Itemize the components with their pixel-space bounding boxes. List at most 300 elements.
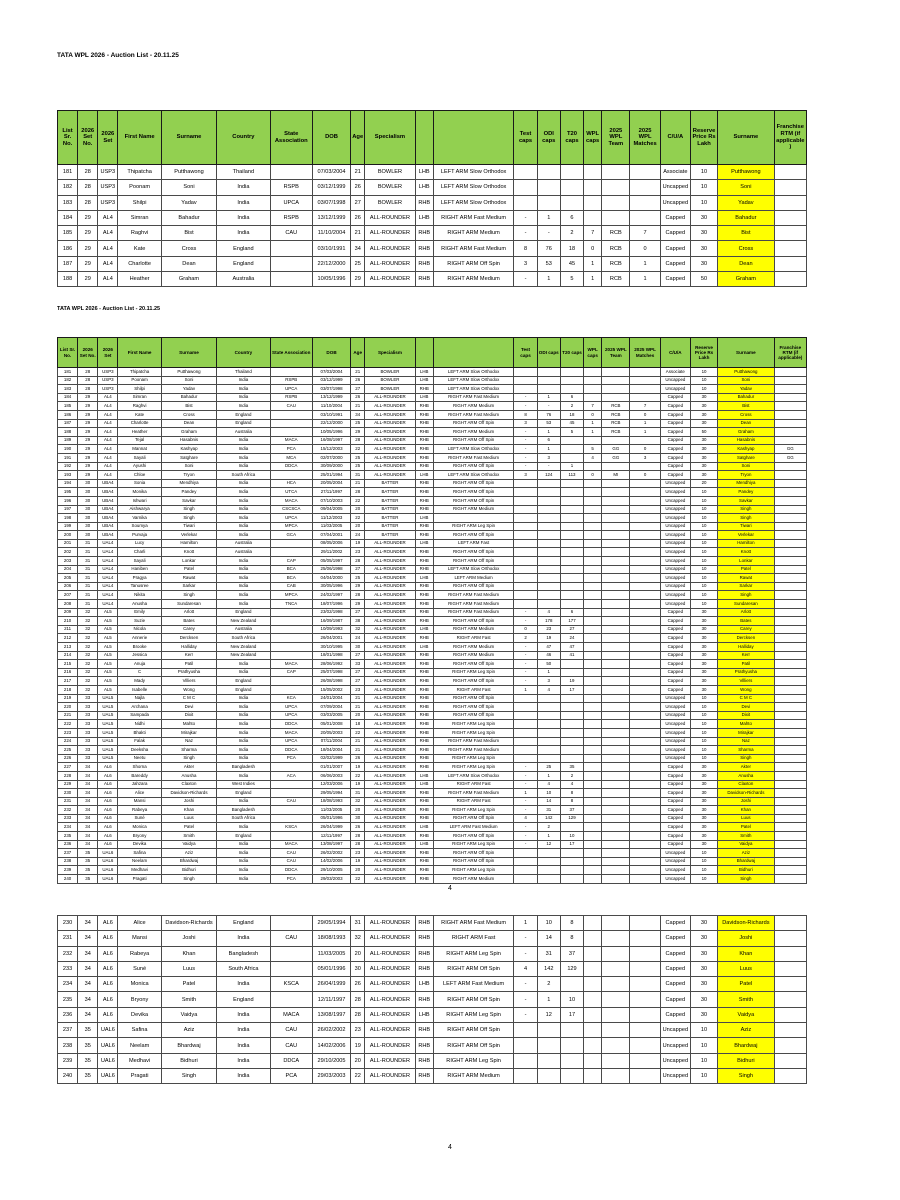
cell: - xyxy=(514,651,537,660)
cell: RHB xyxy=(415,241,433,256)
cell: 20/05/2004 xyxy=(312,479,350,488)
cell xyxy=(560,1053,583,1068)
column-header xyxy=(415,111,433,165)
cell: Dean xyxy=(161,256,216,271)
cell: 1 xyxy=(584,272,602,287)
cell: LEFT ARM Slow Orthodox xyxy=(433,771,514,780)
cell: ALL-ROUNDER xyxy=(365,471,415,480)
cell: PCA xyxy=(270,754,312,763)
cell: India xyxy=(217,445,270,454)
cell: RIGHT ARM Fast Medium xyxy=(433,916,514,931)
cell: Naz xyxy=(161,737,216,746)
cell: Khan xyxy=(161,946,216,961)
cell: RHB xyxy=(415,660,433,669)
cell: ALL-ROUNDER xyxy=(365,419,415,428)
cell: Uncapped xyxy=(660,703,690,712)
cell: ALL-ROUNDER xyxy=(365,453,415,462)
column-header: Reserve Price Rs Lakh xyxy=(690,111,717,165)
cell xyxy=(602,711,630,720)
cell: 10 xyxy=(690,737,717,746)
cell: Mahto xyxy=(161,720,216,729)
cell xyxy=(630,849,660,858)
cell: 34 xyxy=(78,832,98,841)
player-row xyxy=(58,866,807,875)
cell: 3 xyxy=(630,453,660,462)
cell: 27 xyxy=(351,608,365,617)
surname-highlight-cell: Sundaresan xyxy=(718,600,774,609)
cell: 214 xyxy=(58,651,78,660)
cell xyxy=(584,866,602,875)
cell: RIGHT ARM Off Spin xyxy=(433,703,514,712)
cell: Capped xyxy=(660,685,690,694)
cell: 13/08/1997 xyxy=(312,840,350,849)
surname-highlight-cell: Cross xyxy=(718,410,774,419)
cell xyxy=(560,574,583,583)
cell: Uncapped xyxy=(660,754,690,763)
document-title-repeat: TATA WPL 2026 - Auction List - 20.11.25 xyxy=(57,306,161,312)
column-header: List Sr. No. xyxy=(58,111,78,165)
column-header: 2025 WPL Team xyxy=(602,338,630,368)
cell xyxy=(584,617,602,626)
cell: - xyxy=(514,402,537,411)
cell: Capped xyxy=(660,931,690,946)
cell: 10/05/1996 xyxy=(312,272,350,287)
cell: 29 xyxy=(78,419,98,428)
cell xyxy=(630,625,660,634)
cell xyxy=(774,720,806,729)
column-header: State Association xyxy=(270,111,312,165)
cell: 29 xyxy=(78,428,98,437)
cell xyxy=(584,436,602,445)
cell: - xyxy=(514,436,537,445)
cell: England xyxy=(217,789,270,798)
cell xyxy=(560,453,583,462)
cell: 28 xyxy=(78,195,98,210)
cell: Uncapped xyxy=(660,694,690,703)
cell: RIGHT ARM Fast xyxy=(433,634,514,643)
cell: India xyxy=(217,496,270,505)
cell: ALL-ROUNDER xyxy=(365,746,415,755)
cell xyxy=(270,617,312,626)
cell: BOWLER xyxy=(365,180,415,195)
cell: UAL6 xyxy=(98,1038,118,1053)
cell: 1 xyxy=(630,272,660,287)
cell xyxy=(584,720,602,729)
player-row xyxy=(58,857,807,866)
cell: 13/12/1999 xyxy=(312,393,350,402)
cell: AL4 xyxy=(98,453,118,462)
cell xyxy=(560,479,583,488)
cell xyxy=(630,574,660,583)
cell: 34 xyxy=(78,977,98,992)
cell: Hamilton xyxy=(161,539,216,548)
cell: 30 xyxy=(351,643,365,652)
cell: 21 xyxy=(351,737,365,746)
cell: - xyxy=(514,210,537,225)
cell: 4 xyxy=(537,685,560,694)
cell: RIGHT ARM Medium xyxy=(433,428,514,437)
cell: 28 xyxy=(351,488,365,497)
cell xyxy=(602,195,630,210)
cell: 22/12/2000 xyxy=(312,256,350,271)
cell: MACA xyxy=(270,840,312,849)
cell: RIGHT ARM Leg Spin xyxy=(433,522,514,531)
cell: Vaidya xyxy=(161,840,216,849)
cell: RHB xyxy=(415,737,433,746)
cell: Bangladesh xyxy=(217,806,270,815)
cell: USP3 xyxy=(98,195,118,210)
cell: 187 xyxy=(58,256,78,271)
player-row xyxy=(58,368,807,377)
cell: 30 xyxy=(690,410,717,419)
cell: ALL-ROUNDER xyxy=(365,1023,415,1038)
cell: RIGHT ARM Fast Medium xyxy=(433,737,514,746)
cell xyxy=(774,256,806,271)
cell: India xyxy=(217,462,270,471)
cell: Uncapped xyxy=(660,574,690,583)
cell xyxy=(602,462,630,471)
cell xyxy=(774,746,806,755)
cell xyxy=(774,617,806,626)
player-row xyxy=(58,617,807,626)
cell: 35 xyxy=(78,849,98,858)
cell xyxy=(774,210,806,225)
cell: AL4 xyxy=(98,436,118,445)
cell: AL6 xyxy=(98,840,118,849)
cell: Anusha xyxy=(118,600,161,609)
cell xyxy=(630,789,660,798)
cell: 26/08/1998 xyxy=(312,677,350,686)
column-header: Specialism xyxy=(365,111,415,165)
cell: RCB xyxy=(602,256,630,271)
cell: Aziz xyxy=(161,1023,216,1038)
cell: RIGHT ARM Leg Spin xyxy=(433,763,514,772)
cell xyxy=(774,916,806,931)
cell: BATTER xyxy=(365,514,415,523)
cell: 23 xyxy=(351,1023,365,1038)
cell: 30 xyxy=(690,419,717,428)
cell: 18 xyxy=(351,720,365,729)
cell xyxy=(270,608,312,617)
cell: 14/02/2006 xyxy=(312,1038,350,1053)
cell: Uncapped xyxy=(660,591,690,600)
cell: 32 xyxy=(78,608,98,617)
cell: West Indies xyxy=(217,780,270,789)
cell xyxy=(584,195,602,210)
cell: 3 xyxy=(514,256,537,271)
cell: ALL-ROUNDER xyxy=(365,797,415,806)
cell: ALL-ROUNDER xyxy=(365,565,415,574)
cell: 30 xyxy=(690,823,717,832)
cell xyxy=(270,625,312,634)
cell: RHB xyxy=(415,1068,433,1083)
cell: 190 xyxy=(58,445,78,454)
cell: RHB xyxy=(415,789,433,798)
cell: Mannat xyxy=(118,445,161,454)
player-row xyxy=(58,789,807,798)
surname-highlight-cell: Patel xyxy=(718,565,774,574)
surname-highlight-cell: Putthawong xyxy=(718,368,774,377)
cell: ALL-ROUNDER xyxy=(365,582,415,591)
cell xyxy=(514,703,537,712)
cell: RIGHT ARM Fast Medium xyxy=(433,746,514,755)
column-header: DOB xyxy=(312,111,350,165)
cell: 30 xyxy=(690,832,717,841)
cell: 2 xyxy=(560,771,583,780)
cell: 177 xyxy=(560,617,583,626)
cell xyxy=(514,711,537,720)
cell: 4 xyxy=(560,780,583,789)
cell xyxy=(774,496,806,505)
cell: Bahadur xyxy=(161,210,216,225)
cell: RHB xyxy=(415,668,433,677)
cell: RIGHT ARM Leg Spin xyxy=(433,754,514,763)
cell: India xyxy=(217,728,270,737)
cell: India xyxy=(217,600,270,609)
cell xyxy=(514,754,537,763)
cell: 14 xyxy=(537,931,560,946)
cell: Capped xyxy=(660,453,690,462)
cell: 186 xyxy=(58,410,78,419)
cell: 10 xyxy=(690,195,717,210)
cell: LHB xyxy=(415,210,433,225)
cell xyxy=(584,634,602,643)
cell: ALL-ROUNDER xyxy=(365,591,415,600)
surname-highlight-cell: Dean xyxy=(718,256,774,271)
cell xyxy=(584,668,602,677)
surname-highlight-cell: Singh xyxy=(718,1068,774,1083)
cell xyxy=(602,840,630,849)
cell: 30 xyxy=(690,625,717,634)
cell: RIGHT ARM Off Spin xyxy=(433,832,514,841)
surname-highlight-cell: Claxton xyxy=(718,780,774,789)
cell: 10/05/1996 xyxy=(312,428,350,437)
cell: 30 xyxy=(690,780,717,789)
cell: 5 xyxy=(584,445,602,454)
cell: Capped xyxy=(660,668,690,677)
cell: Capped xyxy=(660,771,690,780)
surname-highlight-cell: Luus xyxy=(718,814,774,823)
cell: 32 xyxy=(78,660,98,669)
cell xyxy=(537,703,560,712)
surname-highlight-cell: Dercksen xyxy=(718,634,774,643)
cell: 210 xyxy=(58,617,78,626)
cell: Kashyap xyxy=(161,445,216,454)
cell: Australia xyxy=(217,428,270,437)
cell: 20 xyxy=(351,866,365,875)
cell: England xyxy=(217,410,270,419)
cell: 23 xyxy=(537,625,560,634)
player-row xyxy=(58,746,807,755)
cell: RIGHT ARM Off Spin xyxy=(433,1023,514,1038)
cell: Akter xyxy=(161,763,216,772)
cell: 240 xyxy=(58,875,78,884)
cell: RHB xyxy=(415,591,433,600)
column-header: 2025 WPL Team xyxy=(602,111,630,165)
cell: Kerr xyxy=(161,651,216,660)
cell: 30 xyxy=(78,522,98,531)
cell xyxy=(630,539,660,548)
cell: Bist xyxy=(161,402,216,411)
cell: 30 xyxy=(690,660,717,669)
cell xyxy=(584,763,602,772)
cell: ALL-ROUNDER xyxy=(365,402,415,411)
cell xyxy=(270,806,312,815)
cell xyxy=(514,368,537,377)
cell: 235 xyxy=(58,992,78,1007)
cell: Khan xyxy=(161,806,216,815)
cell: India xyxy=(217,180,270,195)
player-row xyxy=(58,557,807,566)
cell: 237 xyxy=(58,849,78,858)
cell: 30 xyxy=(690,685,717,694)
cell xyxy=(774,840,806,849)
cell: Heather xyxy=(118,272,161,287)
player-row xyxy=(58,651,807,660)
cell: Uncapped xyxy=(660,479,690,488)
surname-highlight-cell: Davidson-Richards xyxy=(718,916,774,931)
cell: RHB xyxy=(415,806,433,815)
cell: RIGHT ARM Leg Spin xyxy=(433,1007,514,1022)
cell: - xyxy=(514,453,537,462)
cell xyxy=(584,771,602,780)
cell: RIGHT ARM Fast Medium xyxy=(433,453,514,462)
cell: - xyxy=(514,806,537,815)
cell: Uncapped xyxy=(660,496,690,505)
cell: 03/10/1991 xyxy=(312,241,350,256)
cell: RIGHT ARM Leg Spin xyxy=(433,946,514,961)
cell xyxy=(774,514,806,523)
cell: 35 xyxy=(560,763,583,772)
cell: England xyxy=(217,832,270,841)
cell: 12/03/2006 xyxy=(312,780,350,789)
cell: MACA xyxy=(270,496,312,505)
cell: India xyxy=(217,849,270,858)
cell: RSPB xyxy=(270,376,312,385)
cell: RIGHT ARM Off Spin xyxy=(433,557,514,566)
cell: 30 xyxy=(690,814,717,823)
cell: 31 xyxy=(537,806,560,815)
cell: USP3 xyxy=(98,385,118,394)
cell: - xyxy=(514,931,537,946)
cell: 34 xyxy=(78,840,98,849)
surname-highlight-cell: Soni xyxy=(718,376,774,385)
cell: 32 xyxy=(351,931,365,946)
cell xyxy=(560,548,583,557)
cell: Singh xyxy=(161,514,216,523)
column-header: Country xyxy=(217,111,270,165)
surname-highlight-cell: Sarkar xyxy=(718,582,774,591)
cell: RHB xyxy=(415,763,433,772)
cell: RHB xyxy=(415,946,433,961)
cell: ALL-ROUNDER xyxy=(365,1053,415,1068)
cell: AL6 xyxy=(98,977,118,992)
surname-highlight-cell: Joshi xyxy=(718,797,774,806)
cell: ALL-ROUNDER xyxy=(365,814,415,823)
cell: MI xyxy=(602,471,630,480)
column-header: 2025 WPL Matches xyxy=(630,111,660,165)
surname-highlight-cell: Bhardwaj xyxy=(718,1038,774,1053)
cell: 34 xyxy=(78,814,98,823)
cell xyxy=(514,720,537,729)
cell: AL4 xyxy=(98,241,118,256)
cell: 209 xyxy=(58,608,78,617)
cell: 29 xyxy=(78,402,98,411)
column-header: T20 caps xyxy=(560,111,583,165)
cell: India xyxy=(217,660,270,669)
player-row xyxy=(58,419,807,428)
cell xyxy=(774,557,806,566)
cell: 30 xyxy=(78,531,98,540)
cell xyxy=(774,634,806,643)
cell: India xyxy=(217,557,270,566)
cell xyxy=(774,600,806,609)
cell: 26/04/1999 xyxy=(312,823,350,832)
cell: India xyxy=(217,574,270,583)
cell xyxy=(630,385,660,394)
player-row xyxy=(58,660,807,669)
cell: 30 xyxy=(690,789,717,798)
cell: Dercksen xyxy=(161,634,216,643)
cell xyxy=(602,806,630,815)
cell xyxy=(774,1007,806,1022)
cell: Capped xyxy=(660,462,690,471)
cell: 03/07/1998 xyxy=(312,195,350,210)
cell: RIGHT ARM Medium xyxy=(433,643,514,652)
cell: Medhavi xyxy=(118,1053,161,1068)
cell xyxy=(270,539,312,548)
cell: ALL-ROUNDER xyxy=(365,1038,415,1053)
cell: 10 xyxy=(690,522,717,531)
cell: 231 xyxy=(58,797,78,806)
cell xyxy=(774,992,806,1007)
player-row xyxy=(58,1038,807,1053)
cell: CAU xyxy=(270,226,312,241)
player-row xyxy=(58,436,807,445)
cell: Capped xyxy=(660,789,690,798)
cell: 17 xyxy=(560,685,583,694)
cell: - xyxy=(514,823,537,832)
cell: RIGHT ARM Off Spin xyxy=(433,677,514,686)
cell: Simran xyxy=(118,393,161,402)
cell: 50 xyxy=(690,272,717,287)
cell: MACA xyxy=(270,1007,312,1022)
cell: RIGHT ARM Fast Medium xyxy=(433,393,514,402)
cell xyxy=(514,496,537,505)
surname-highlight-cell: Hamilton xyxy=(718,539,774,548)
cell xyxy=(630,857,660,866)
cell: 30 xyxy=(690,453,717,462)
surname-highlight-cell: Soni xyxy=(718,180,774,195)
cell xyxy=(774,866,806,875)
cell: RIGHT ARM Off Spin xyxy=(433,436,514,445)
cell: 14/02/2006 xyxy=(312,857,350,866)
cell: RHB xyxy=(415,256,433,271)
cell: India xyxy=(217,453,270,462)
cell: 21 xyxy=(351,703,365,712)
cell: Tryon xyxy=(161,471,216,480)
cell: 4 xyxy=(584,453,602,462)
player-row xyxy=(58,961,807,976)
cell: 26/02/2002 xyxy=(312,1023,350,1038)
cell: 0 xyxy=(584,471,602,480)
cell: BATTER xyxy=(365,531,415,540)
cell: 0 xyxy=(630,241,660,256)
cell: 32 xyxy=(78,651,98,660)
cell: India xyxy=(217,720,270,729)
cell xyxy=(602,703,630,712)
cell: ALL-ROUNDER xyxy=(365,600,415,609)
